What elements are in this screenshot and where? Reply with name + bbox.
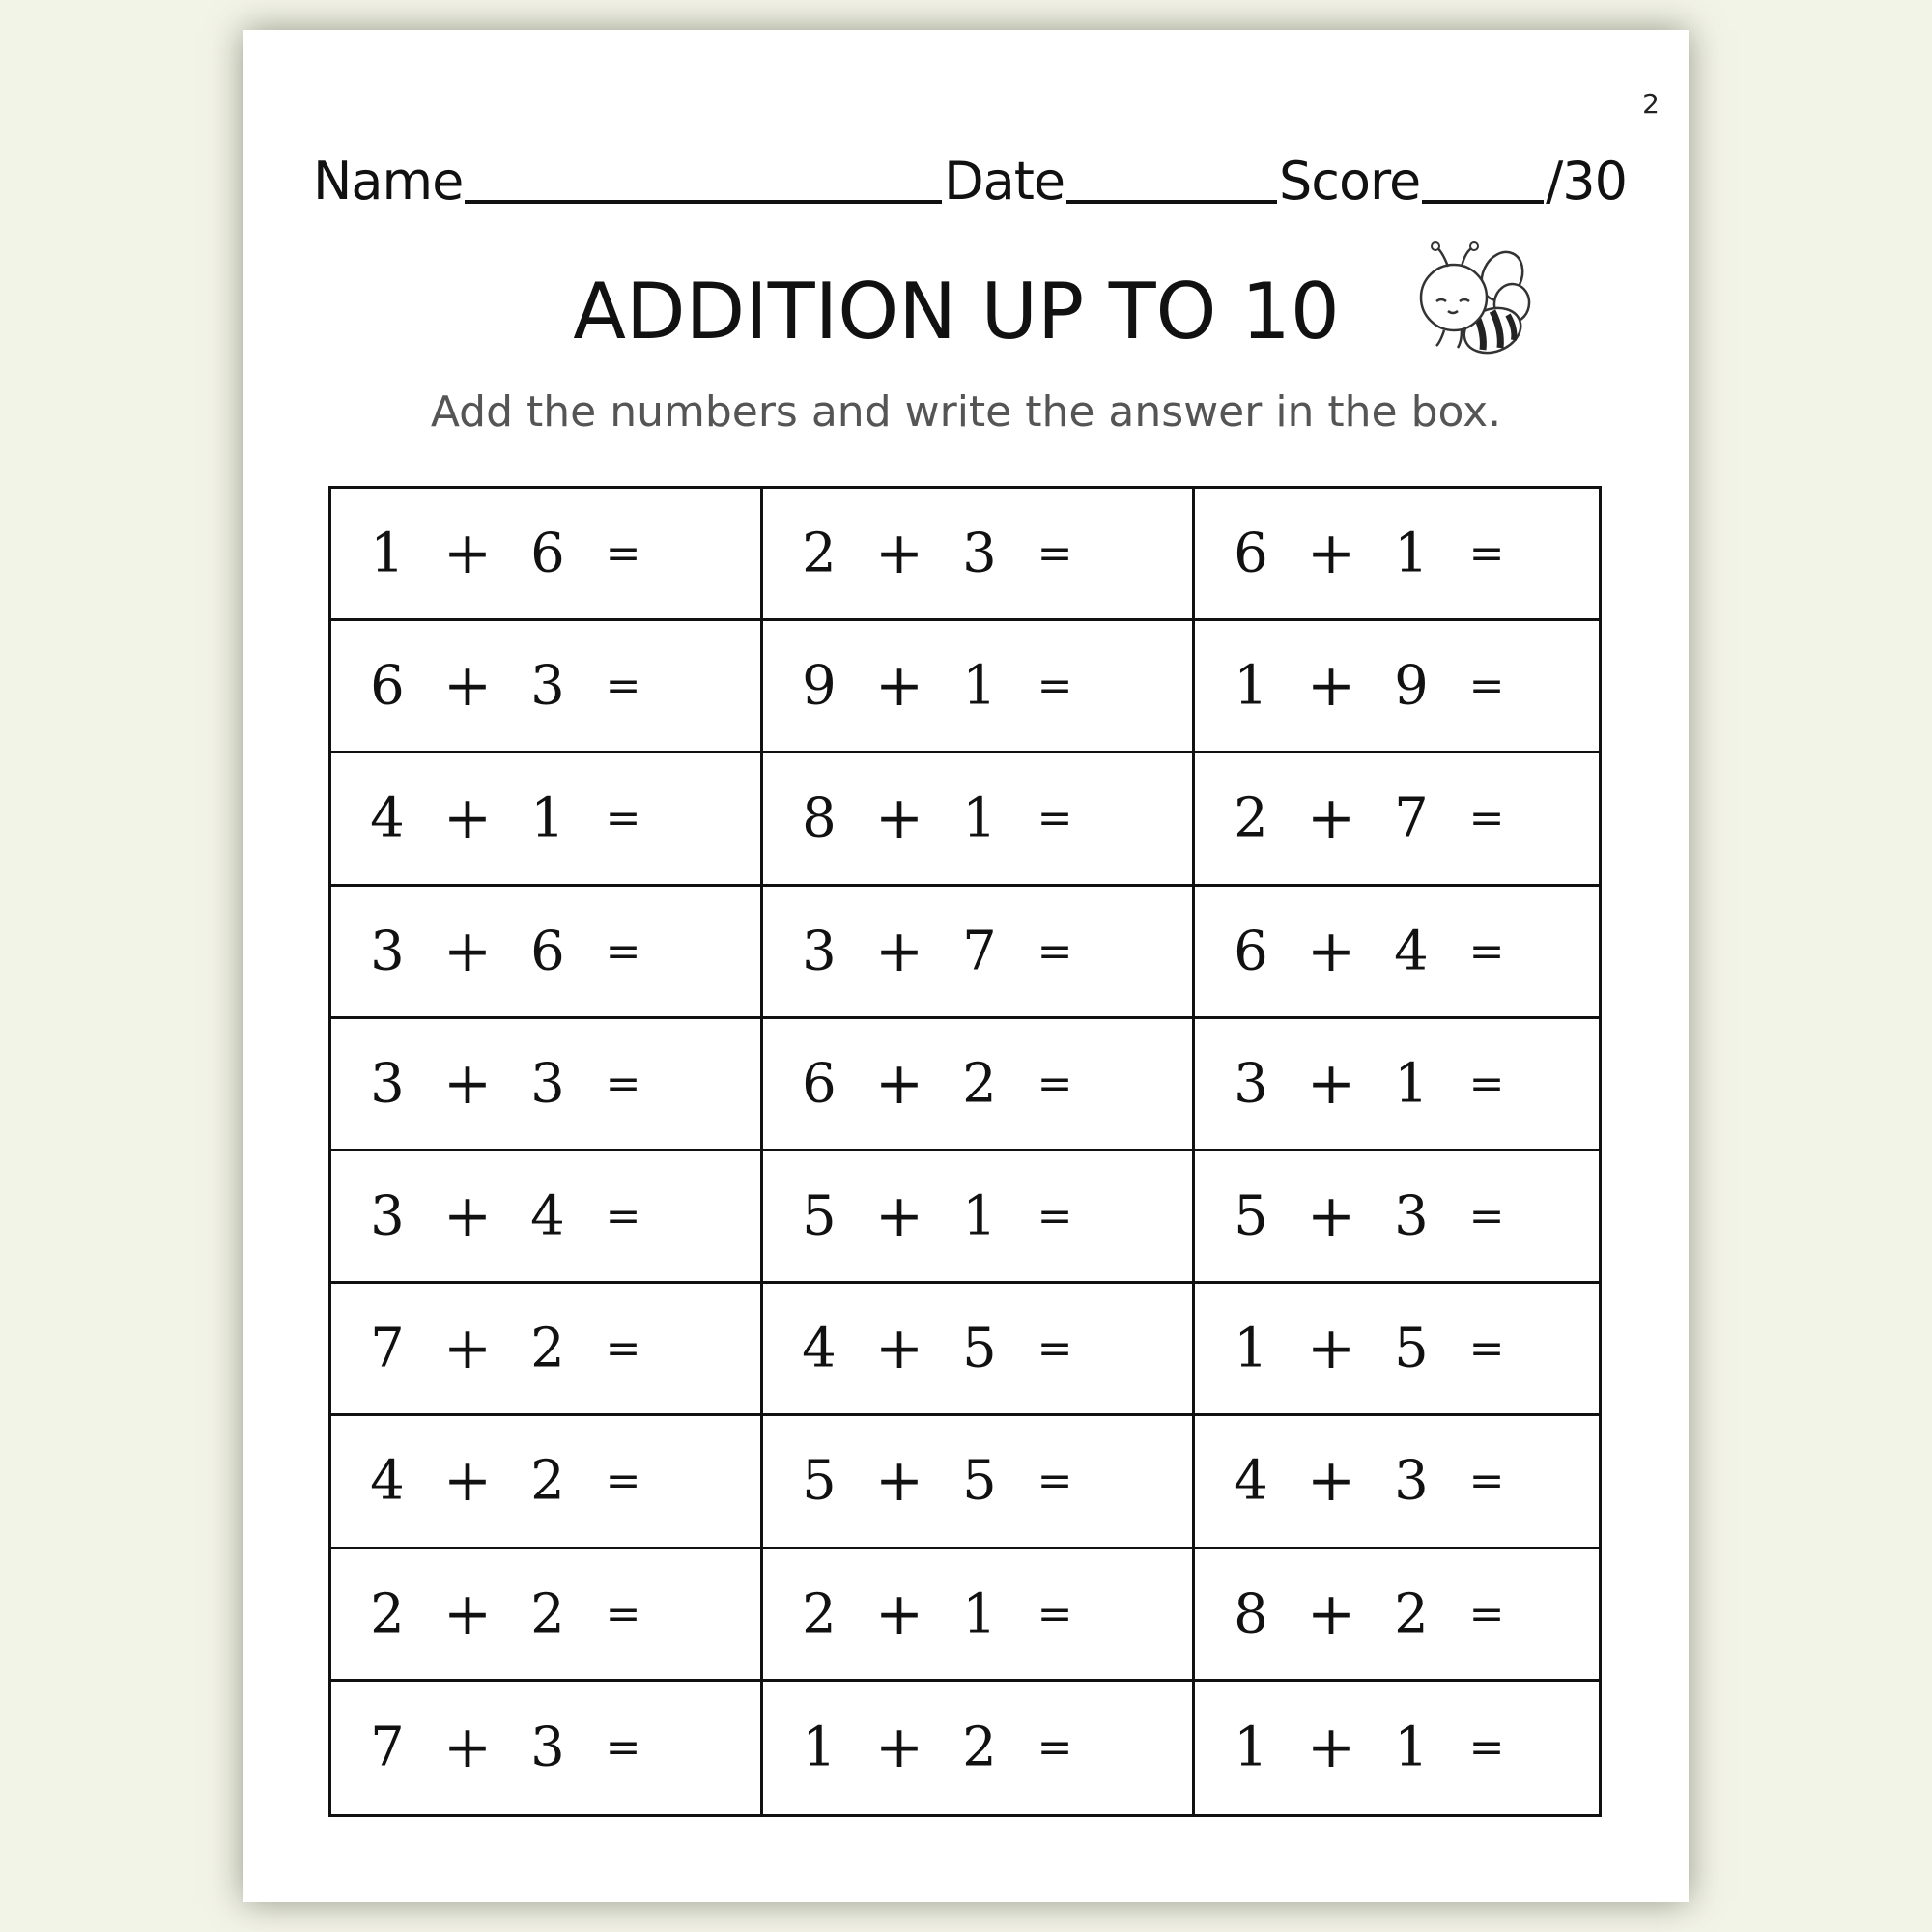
equals-sign: =	[605, 1191, 641, 1241]
plus-sign: +	[442, 917, 493, 985]
addend-2: 5	[962, 1449, 997, 1513]
plus-sign: +	[1306, 1714, 1356, 1782]
addend-2: 4	[1394, 920, 1429, 983]
addend-1: 5	[802, 1184, 837, 1248]
problem-cell[interactable]	[331, 1682, 763, 1814]
bee-icon	[1407, 238, 1543, 373]
equals-sign: =	[1468, 528, 1505, 579]
page-number: 2	[1642, 88, 1660, 120]
problem-cell[interactable]	[1195, 753, 1599, 886]
addend-2: 6	[530, 920, 565, 983]
addend-1: 2	[370, 1582, 405, 1646]
problem-cell[interactable]	[331, 489, 763, 621]
equals-sign: =	[1468, 926, 1505, 977]
equals-sign: =	[1468, 793, 1505, 843]
plus-sign: +	[442, 1579, 493, 1648]
addend-2: 3	[1394, 1449, 1429, 1513]
problem-cell[interactable]	[331, 887, 763, 1019]
addend-1: 6	[1234, 920, 1268, 983]
addend-1: 3	[370, 1184, 405, 1248]
problem-cell[interactable]	[1195, 1151, 1599, 1284]
addend-1: 4	[370, 1449, 405, 1513]
equals-sign: =	[1037, 793, 1073, 843]
addend-2: 3	[530, 654, 565, 718]
addend-2: 7	[962, 920, 997, 983]
problem-cell[interactable]	[331, 1416, 763, 1548]
plus-sign: +	[442, 1315, 493, 1383]
addend-2: 2	[962, 1716, 997, 1779]
problem-cell[interactable]	[331, 1151, 763, 1284]
equals-sign: =	[605, 1323, 641, 1374]
problem-cell[interactable]	[1195, 1549, 1599, 1682]
score-total: /30	[1546, 151, 1627, 212]
plus-sign: +	[874, 1714, 924, 1782]
addend-2: 2	[530, 1582, 565, 1646]
addend-2: 1	[1394, 522, 1429, 585]
plus-sign: +	[874, 917, 924, 985]
plus-sign: +	[874, 1579, 924, 1648]
addend-1: 1	[1234, 654, 1268, 718]
problem-grid	[328, 486, 1602, 1817]
equals-sign: =	[605, 1589, 641, 1639]
problem-cell[interactable]	[1195, 1416, 1599, 1548]
date-blank[interactable]	[1066, 148, 1277, 204]
student-info-line	[313, 144, 1627, 212]
addend-2: 5	[962, 1317, 997, 1380]
addend-1: 4	[1234, 1449, 1268, 1513]
addend-2: 2	[1394, 1582, 1429, 1646]
plus-sign: +	[442, 1182, 493, 1251]
plus-sign: +	[874, 784, 924, 853]
plus-sign: +	[442, 1049, 493, 1118]
equals-sign: =	[605, 528, 641, 579]
addend-2: 4	[530, 1184, 565, 1248]
addend-2: 3	[1394, 1184, 1429, 1248]
problem-cell[interactable]	[1195, 1019, 1599, 1151]
addend-2: 1	[530, 786, 565, 850]
addend-2: 6	[530, 522, 565, 585]
worksheet-title: ADDITION UP TO 10	[573, 267, 1340, 356]
plus-sign: +	[1306, 1447, 1356, 1516]
problem-cell[interactable]	[331, 1284, 763, 1416]
addend-1: 4	[370, 786, 405, 850]
problem-cell[interactable]	[331, 1549, 763, 1682]
addend-1: 1	[802, 1716, 837, 1779]
addend-1: 7	[370, 1317, 405, 1380]
addend-1: 7	[370, 1716, 405, 1779]
problem-cell[interactable]	[763, 1151, 1195, 1284]
addend-2: 1	[1394, 1716, 1429, 1779]
plus-sign: +	[1306, 652, 1356, 721]
plus-sign: +	[874, 1182, 924, 1251]
plus-sign: +	[442, 784, 493, 853]
plus-sign: +	[1306, 1579, 1356, 1648]
plus-sign: +	[1306, 784, 1356, 853]
equals-sign: =	[1468, 1722, 1505, 1773]
plus-sign: +	[442, 520, 493, 588]
addend-1: 4	[802, 1317, 837, 1380]
equals-sign: =	[605, 1059, 641, 1109]
problem-cell[interactable]	[763, 753, 1195, 886]
addend-2: 1	[962, 786, 997, 850]
equals-sign: =	[1037, 1722, 1073, 1773]
addend-2: 3	[962, 522, 997, 585]
addend-1: 8	[1234, 1582, 1268, 1646]
addend-1: 3	[370, 1052, 405, 1116]
name-label: Name	[313, 151, 464, 212]
problem-cell[interactable]	[1195, 621, 1599, 753]
equals-sign: =	[605, 1722, 641, 1773]
equals-sign: =	[1037, 528, 1073, 579]
addend-2: 1	[962, 1582, 997, 1646]
addend-2: 3	[530, 1716, 565, 1779]
equals-sign: =	[1037, 661, 1073, 711]
addend-1: 6	[370, 654, 405, 718]
addend-1: 5	[1234, 1184, 1268, 1248]
equals-sign: =	[605, 793, 641, 843]
plus-sign: +	[1306, 1049, 1356, 1118]
equals-sign: =	[1468, 1589, 1505, 1639]
addend-2: 7	[1394, 786, 1429, 850]
plus-sign: +	[874, 652, 924, 721]
plus-sign: +	[442, 1714, 493, 1782]
addend-1: 3	[1234, 1052, 1268, 1116]
equals-sign: =	[1468, 1191, 1505, 1241]
problem-cell[interactable]	[1195, 1284, 1599, 1416]
instructions: Add the numbers and write the answer in the box.	[430, 387, 1502, 437]
problem-cell[interactable]	[763, 1549, 1195, 1682]
equals-sign: =	[1037, 1323, 1073, 1374]
addend-1: 5	[802, 1449, 837, 1513]
addend-1: 3	[370, 920, 405, 983]
addend-1: 1	[1234, 1317, 1268, 1380]
problem-cell[interactable]	[763, 1284, 1195, 1416]
addend-1: 2	[1234, 786, 1268, 850]
equals-sign: =	[1037, 1191, 1073, 1241]
addend-1: 3	[802, 920, 837, 983]
addend-2: 2	[530, 1449, 565, 1513]
name-blank[interactable]	[465, 148, 942, 204]
addend-2: 2	[530, 1317, 565, 1380]
addend-2: 5	[1394, 1317, 1429, 1380]
equals-sign: =	[1037, 1589, 1073, 1639]
problem-cell[interactable]	[331, 621, 763, 753]
equals-sign: =	[1037, 926, 1073, 977]
plus-sign: +	[874, 1447, 924, 1516]
addend-1: 2	[802, 522, 837, 585]
problem-cell[interactable]	[763, 621, 1195, 753]
equals-sign: =	[605, 1456, 641, 1506]
plus-sign: +	[874, 520, 924, 588]
addend-2: 9	[1394, 654, 1429, 718]
addend-1: 6	[1234, 522, 1268, 585]
worksheet-page	[243, 30, 1689, 1902]
score-label: Score	[1278, 151, 1421, 212]
addend-2: 2	[962, 1052, 997, 1116]
plus-sign: +	[1306, 1315, 1356, 1383]
problem-cell[interactable]	[1195, 887, 1599, 1019]
date-label: Date	[944, 151, 1065, 212]
plus-sign: +	[1306, 1182, 1356, 1251]
problem-cell[interactable]	[331, 1019, 763, 1151]
problem-cell[interactable]	[763, 1682, 1195, 1814]
equals-sign: =	[1468, 1323, 1505, 1374]
equals-sign: =	[605, 926, 641, 977]
equals-sign: =	[1037, 1059, 1073, 1109]
plus-sign: +	[442, 1447, 493, 1516]
equals-sign: =	[1037, 1456, 1073, 1506]
plus-sign: +	[874, 1049, 924, 1118]
plus-sign: +	[1306, 917, 1356, 985]
problem-cell[interactable]	[763, 489, 1195, 621]
problem-cell[interactable]	[763, 1019, 1195, 1151]
problem-cell[interactable]	[763, 887, 1195, 1019]
addend-2: 1	[962, 654, 997, 718]
equals-sign: =	[1468, 1059, 1505, 1109]
addend-1: 6	[802, 1052, 837, 1116]
plus-sign: +	[874, 1315, 924, 1383]
addend-1: 1	[370, 522, 405, 585]
plus-sign: +	[1306, 520, 1356, 588]
problem-cell[interactable]	[763, 1416, 1195, 1548]
plus-sign: +	[442, 652, 493, 721]
score-blank[interactable]	[1422, 148, 1544, 204]
addend-2: 1	[1394, 1052, 1429, 1116]
problem-cell[interactable]	[1195, 489, 1599, 621]
addend-2: 1	[962, 1184, 997, 1248]
addend-1: 9	[802, 654, 837, 718]
addend-2: 3	[530, 1052, 565, 1116]
addend-1: 8	[802, 786, 837, 850]
equals-sign: =	[1468, 661, 1505, 711]
equals-sign: =	[1468, 1456, 1505, 1506]
addend-1: 2	[802, 1582, 837, 1646]
problem-cell[interactable]	[1195, 1682, 1599, 1814]
addend-1: 1	[1234, 1716, 1268, 1779]
equals-sign: =	[605, 661, 641, 711]
problem-cell[interactable]	[331, 753, 763, 886]
